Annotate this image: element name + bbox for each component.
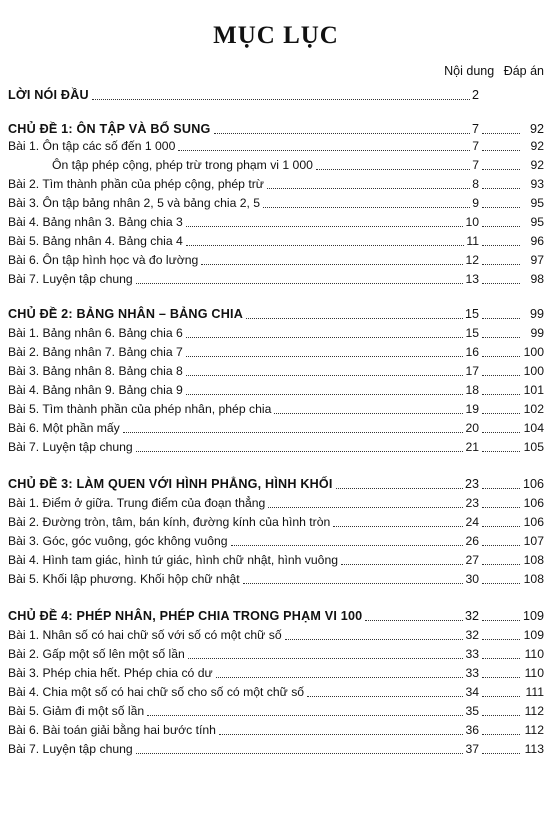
toc-lesson-row	[8, 702, 544, 719]
toc-lesson-row	[8, 175, 544, 192]
answer-page-number: 100	[523, 364, 544, 378]
dot-leader	[274, 413, 463, 414]
toc-entry-title: Bài 4. Hình tam giác, hình tứ giác, hình chữ nhật, hình vuông	[8, 553, 339, 567]
content-page-number: 13	[465, 272, 479, 286]
answer-page-number: 110	[524, 647, 544, 661]
dot-leader	[263, 207, 470, 208]
dot-leader	[136, 283, 464, 284]
answer-page-number: 102	[523, 402, 544, 416]
answer-page-number: 99	[529, 307, 544, 321]
dot-leader	[482, 283, 520, 284]
toc-entry-title: Ôn tập phép cộng, phép trừ trong phạm vi 1 000	[52, 158, 313, 172]
dot-leader	[333, 526, 463, 527]
dot-leader	[482, 564, 520, 565]
dot-leader	[482, 432, 520, 433]
dot-leader	[188, 658, 464, 659]
answer-page-number: 109	[523, 628, 544, 642]
toc-entry-title: Bài 6. Bài toán giải bằng hai bước tính	[8, 723, 216, 737]
content-page-number: 34	[465, 685, 479, 699]
answer-page-number: 107	[523, 534, 544, 548]
dot-leader	[482, 488, 520, 489]
dot-leader	[365, 620, 463, 621]
toc-entry-title: LỜI NÓI ĐẦU	[8, 88, 89, 102]
toc-entry-title: Bài 1. Điểm ở giữa. Trung điểm của đoạn thẳng	[8, 496, 266, 510]
answer-page-number: 92	[530, 158, 544, 172]
dot-leader	[482, 413, 520, 414]
toc-entry-title: Bài 2. Gấp một số lên một số lần	[8, 647, 185, 661]
dot-leader	[482, 169, 520, 170]
toc-lesson-row	[8, 419, 544, 436]
content-page-number: 11	[466, 234, 479, 248]
content-page-number: 23	[465, 496, 479, 510]
content-page-number: 20	[465, 421, 479, 435]
toc-lesson-row	[8, 570, 544, 587]
content-page-number: 30	[465, 572, 479, 586]
dot-leader	[482, 639, 520, 640]
toc-lesson-row	[8, 343, 544, 360]
toc-lesson-row	[8, 664, 544, 681]
content-page-number: 8	[472, 177, 479, 191]
dot-leader	[482, 451, 520, 452]
dot-leader	[482, 394, 520, 395]
dot-leader	[482, 226, 520, 227]
dot-leader	[136, 753, 464, 754]
dot-leader	[482, 375, 520, 376]
answer-page-number: 106	[522, 477, 544, 491]
content-page-number: 17	[465, 364, 479, 378]
toc-lesson-row	[8, 251, 544, 268]
content-page-number: 10	[465, 215, 479, 229]
toc-entry-title: Bài 7. Luyện tập chung	[8, 272, 133, 286]
content-page-number: 7	[472, 158, 479, 172]
content-page-number: 15	[465, 326, 479, 340]
toc-lesson-row	[8, 156, 544, 173]
content-page-number: 24	[465, 515, 479, 529]
toc-entry-title: Bài 3. Ôn tập bảng nhân 2, 5 và bảng chia 2, 5	[8, 196, 261, 210]
toc-lesson-row	[8, 532, 544, 549]
toc-lesson-row	[8, 381, 544, 398]
content-page-number: 33	[465, 647, 479, 661]
answer-page-number: 111	[525, 685, 544, 699]
answer-page-number: 98	[530, 272, 544, 286]
content-page-number: 7	[471, 122, 479, 136]
dot-leader	[136, 451, 464, 452]
toc-entry-title: Bài 2. Tìm thành phần của phép cộng, phép trừ	[8, 177, 264, 191]
dot-leader	[482, 150, 520, 151]
answer-page-number: 92	[529, 122, 544, 136]
toc-entry-title: Bài 7. Luyện tập chung	[8, 440, 133, 454]
dot-leader	[482, 715, 520, 716]
dot-leader	[482, 245, 520, 246]
toc-entry-title: Bài 5. Bảng nhân 4. Bảng chia 4	[8, 234, 183, 248]
dot-leader	[482, 696, 520, 697]
toc-lesson-row	[8, 232, 544, 249]
toc-entry-title: Bài 4. Bảng nhân 3. Bảng chia 3	[8, 215, 183, 229]
toc-entry-title: Bài 4. Chia một số có hai chữ số cho số có một chữ số	[8, 685, 305, 699]
answer-page-number: 108	[523, 572, 544, 586]
answer-page-number: 104	[523, 421, 544, 435]
content-page-number: 16	[465, 345, 479, 359]
toc-lesson-row	[8, 137, 544, 154]
toc-entry-title: Bài 2. Bảng nhân 7. Bảng chia 7	[8, 345, 183, 359]
column-headers	[444, 64, 544, 78]
dot-leader	[482, 133, 520, 134]
answer-page-number: 100	[523, 345, 544, 359]
toc-entry-title: Bài 3. Góc, góc vuông, góc không vuông	[8, 534, 228, 548]
toc-entry-title: CHỦ ĐỀ 3: LÀM QUEN VỚI HÌNH PHẲNG, HÌNH KHỐI	[8, 477, 333, 491]
toc-entry-title: Bài 2. Đường tròn, tâm, bán kính, đường kính của hình tròn	[8, 515, 331, 529]
dot-leader	[482, 507, 520, 508]
toc-entry-title: Bài 1. Ôn tập các số đến 1 000	[8, 139, 176, 153]
dot-leader	[482, 677, 520, 678]
toc-entry-title: Bài 1. Bảng nhân 6. Bảng chia 6	[8, 326, 183, 340]
content-page-number: 35	[465, 704, 479, 718]
toc-lesson-row	[8, 645, 544, 662]
toc-lesson-row	[8, 721, 544, 738]
toc-chapter-row	[8, 475, 544, 492]
dot-leader	[219, 734, 464, 735]
toc-entry-title: Bài 3. Phép chia hết. Phép chia có dư	[8, 666, 213, 680]
answer-page-number: 93	[530, 177, 544, 191]
content-page-number: 33	[465, 666, 479, 680]
content-page-number: 27	[465, 553, 479, 567]
dot-leader	[482, 188, 520, 189]
toc-entry-title: CHỦ ĐỀ 1: ÔN TẬP VÀ BỔ SUNG	[8, 122, 211, 136]
dot-leader	[482, 526, 520, 527]
content-page-number: 32	[464, 609, 479, 623]
dot-leader	[482, 734, 520, 735]
dot-leader	[231, 545, 464, 546]
answers-column-header: Đáp án	[503, 64, 544, 78]
answer-page-number: 109	[522, 609, 544, 623]
toc-entry-title: Bài 6. Ôn tập hình học và đo lường	[8, 253, 199, 267]
dot-leader	[178, 150, 470, 151]
dot-leader	[246, 318, 463, 319]
toc-entry-title: Bài 6. Một phần mấy	[8, 421, 120, 435]
content-page-number: 12	[465, 253, 479, 267]
toc-entry-title: Bài 7. Luyện tập chung	[8, 742, 133, 756]
dot-leader	[186, 394, 464, 395]
toc-lesson-row	[8, 494, 544, 511]
dot-leader	[341, 564, 463, 565]
toc-lesson-row	[8, 626, 544, 643]
content-page-number: 26	[465, 534, 479, 548]
dot-leader	[482, 658, 520, 659]
answer-page-number: 105	[523, 440, 544, 454]
toc-entry-title: CHỦ ĐỀ 2: BẢNG NHÂN – BẢNG CHIA	[8, 307, 243, 321]
toc-chapter-row	[8, 607, 544, 624]
dot-leader	[267, 188, 470, 189]
toc-lesson-row	[8, 324, 544, 341]
answer-page-number: 112	[524, 704, 544, 718]
answer-page-number: 113	[524, 742, 544, 756]
dot-leader	[186, 245, 465, 246]
answer-page-number: 95	[530, 215, 544, 229]
dot-leader	[482, 337, 520, 338]
answer-page-number: 95	[530, 196, 544, 210]
content-page-number: 2	[471, 88, 479, 102]
dot-leader	[186, 337, 464, 338]
dot-leader	[268, 507, 463, 508]
toc-lesson-row	[8, 438, 544, 455]
dot-leader	[243, 583, 464, 584]
content-page-number: 9	[472, 196, 479, 210]
answer-page-number: 96	[530, 234, 544, 248]
toc-chapter-row	[8, 86, 544, 103]
dot-leader	[336, 488, 463, 489]
page-title: MỤC LỤC	[213, 22, 339, 49]
content-page-number: 15	[464, 307, 479, 321]
toc-entry-title: Bài 5. Tìm thành phần của phép nhân, phép chia	[8, 402, 272, 416]
dot-leader	[482, 753, 520, 754]
dot-leader	[186, 375, 464, 376]
dot-leader	[482, 620, 520, 621]
answer-page-number: 106	[523, 515, 544, 529]
dot-leader	[482, 264, 520, 265]
content-page-number: 37	[465, 742, 479, 756]
answer-page-number: 108	[523, 553, 544, 567]
dot-leader	[307, 696, 463, 697]
dot-leader	[482, 318, 520, 319]
content-page-number: 19	[465, 402, 479, 416]
content-page-number: 32	[465, 628, 479, 642]
dot-leader	[92, 99, 470, 100]
dot-leader	[201, 264, 463, 265]
toc-chapter-row	[8, 120, 544, 137]
content-page-number: 23	[464, 477, 479, 491]
content-page-number: 36	[465, 723, 479, 737]
toc-lesson-row	[8, 194, 544, 211]
dot-leader	[482, 583, 520, 584]
content-column-header: Nội dung	[444, 64, 495, 78]
answer-page-number: 112	[524, 723, 544, 737]
dot-leader	[482, 207, 520, 208]
dot-leader	[186, 356, 464, 357]
toc-lesson-row	[8, 683, 544, 700]
toc-entry-title: Bài 5. Khối lập phương. Khối hộp chữ nhật	[8, 572, 240, 586]
dot-leader	[216, 677, 464, 678]
dot-leader	[482, 356, 520, 357]
dot-leader	[123, 432, 464, 433]
toc-entry-title: CHỦ ĐỀ 4: PHÉP NHÂN, PHÉP CHIA TRONG PHẠM VI 100	[8, 609, 363, 623]
toc-lesson-row	[8, 213, 544, 230]
toc-chapter-row	[8, 305, 544, 322]
content-page-number: 7	[472, 139, 479, 153]
dot-leader	[147, 715, 463, 716]
answer-page-number: 101	[523, 383, 544, 397]
answer-page-number: 92	[530, 139, 544, 153]
answer-page-number: 99	[530, 326, 544, 340]
answer-page-number: 97	[530, 253, 544, 267]
toc-lesson-row	[8, 551, 544, 568]
dot-leader	[186, 226, 464, 227]
dot-leader	[285, 639, 464, 640]
toc-lesson-row	[8, 362, 544, 379]
toc-lesson-row	[8, 513, 544, 530]
toc-lesson-row	[8, 270, 544, 287]
toc-entry-title: Bài 1. Nhân số có hai chữ số với số có một chữ số	[8, 628, 282, 642]
toc-entry-title: Bài 3. Bảng nhân 8. Bảng chia 8	[8, 364, 183, 378]
toc-lesson-row	[8, 400, 544, 417]
content-page-number: 21	[465, 440, 479, 454]
content-page-number: 18	[465, 383, 479, 397]
toc-entry-title: Bài 5. Giảm đi một số lần	[8, 704, 145, 718]
dot-leader	[316, 169, 470, 170]
toc-entry-title: Bài 4. Bảng nhân 9. Bảng chia 9	[8, 383, 183, 397]
answer-page-number: 106	[523, 496, 544, 510]
answer-page-number: 110	[524, 666, 544, 680]
toc-lesson-row	[8, 740, 544, 757]
dot-leader	[482, 545, 520, 546]
dot-leader	[214, 133, 470, 134]
